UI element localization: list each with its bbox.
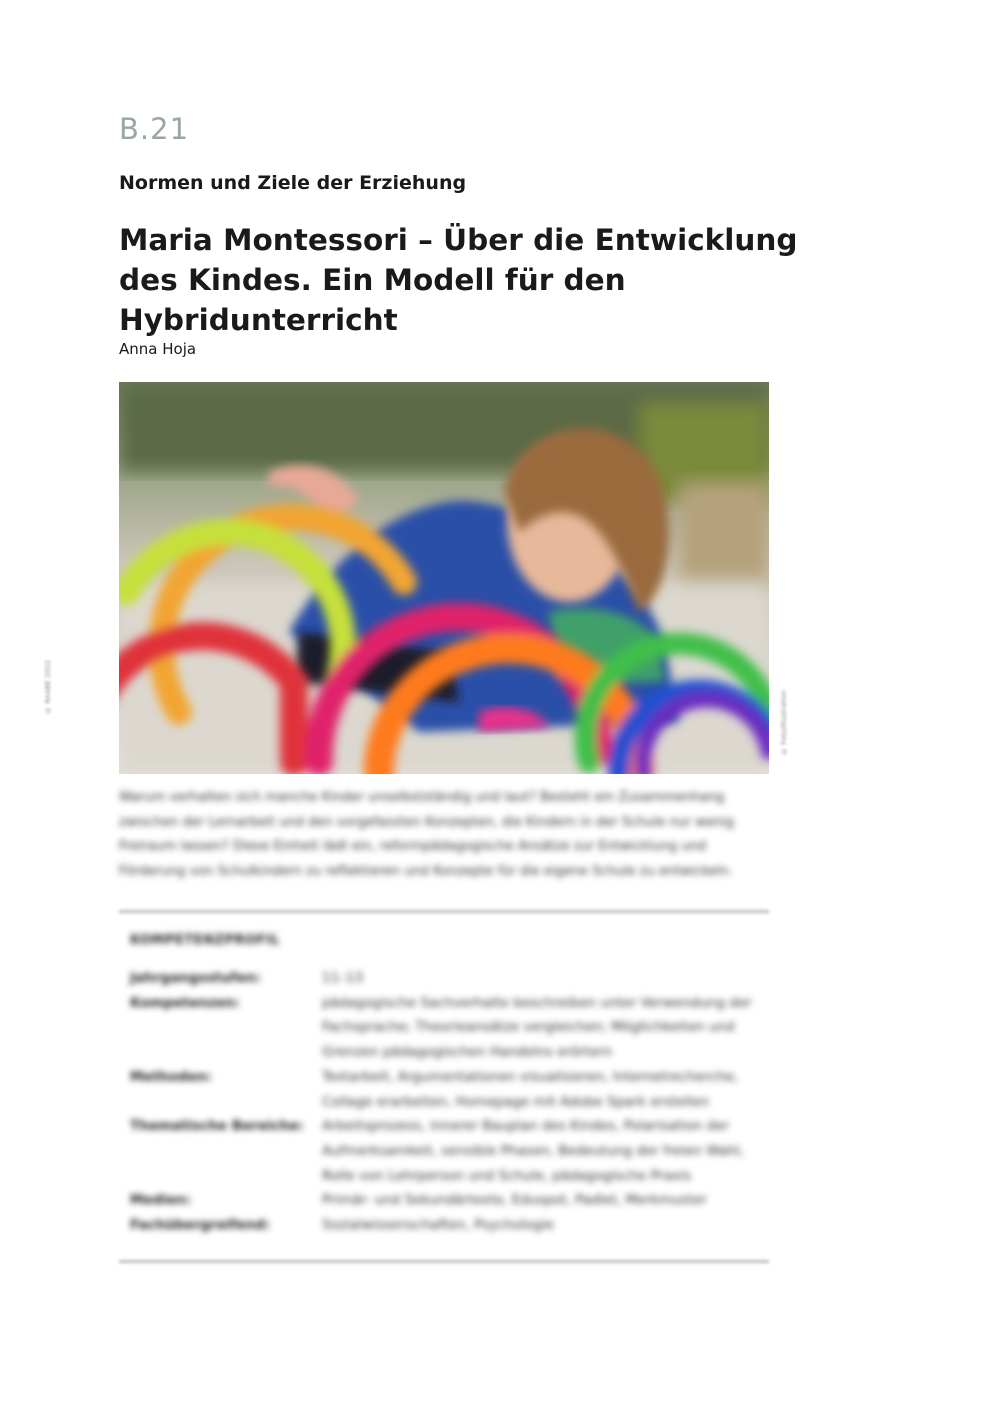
top-divider (119, 910, 769, 913)
intro-paragraph: Warum verhalten sich manche Kinder unselbstständig und laut? Besteht ein Zusammenhang zwischen der Lernarbeit und den vorgefassten Konzepten, die Kindern in der Schule nur wenig Freiraum lassen? Diese Einheit lädt ein, reformpädagogische Ansätze zur Entwicklung und Förderung von Schulkindern zu reflektieren und Konzepte für die eigene Schule zu entwickeln. (119, 790, 735, 879)
profile-label: Fachübergreifend: (130, 1217, 271, 1234)
profile-label: Medien: (130, 1192, 192, 1209)
child-with-rainbow-arches-photo-icon (119, 382, 769, 774)
profile-label: Thematische Bereiche: (130, 1118, 304, 1135)
profile-row-competences (130, 991, 760, 1065)
profile-value: Sozialwissenschaften, Psychologie (322, 1217, 554, 1234)
profile-value: Arbeitsprozess, innerer Bauplan des Kindes, Polarisation der Aufmerksamkeit, sensible Phasen, Bedeutung der freien Wahl, Rolle von Lehrperson und Schule, pädagogische Praxis (322, 1118, 744, 1184)
bottom-divider (119, 1260, 769, 1263)
left-copyright-note: © RAABE 2022 (44, 660, 52, 714)
category-heading: Normen und Ziele der Erziehung (119, 172, 467, 194)
document-title: Maria Montessori – Über die Entwicklung des Kindes. Ein Modell für den Hybridunterricht (119, 223, 798, 337)
author-name: Anna Hoja (119, 340, 197, 358)
profile-label: Jahrgangsstufen: (130, 970, 261, 986)
profile-row-grades (130, 966, 760, 991)
profile-value: Primär- und Sekundärtexte, Eduspot, Padlet, Merkmuster (322, 1192, 707, 1209)
profile-value: 11–13 (322, 970, 364, 986)
profile-label: Methoden: (130, 1068, 212, 1085)
profile-value: pädagogische Sachverhalte beschreiben unter Verwendung der Fachsprache; Theorieansätze vergleichen; Möglichkeiten und Grenzen pädagogischen Handelns erörtern (322, 994, 752, 1061)
profile-label: Kompetenzen: (130, 994, 240, 1011)
profile-row-interdisciplinary (130, 1213, 760, 1238)
profile-heading: KOMPETENZPROFIL (130, 933, 281, 948)
profile-row-media (130, 1188, 760, 1213)
right-photo-credit: © Foto/Illustration (780, 690, 788, 756)
competence-profile-table (130, 966, 760, 1238)
section-code: B.21 (119, 112, 190, 146)
profile-row-methods (130, 1065, 760, 1114)
profile-value: Textarbeit, Argumentationen visualisieren, Internetrecherche, Collage erarbeiten, Homepage mit Adobe Spark erstellen (322, 1068, 739, 1110)
profile-row-topics (130, 1114, 760, 1188)
cover-photo (119, 382, 769, 774)
